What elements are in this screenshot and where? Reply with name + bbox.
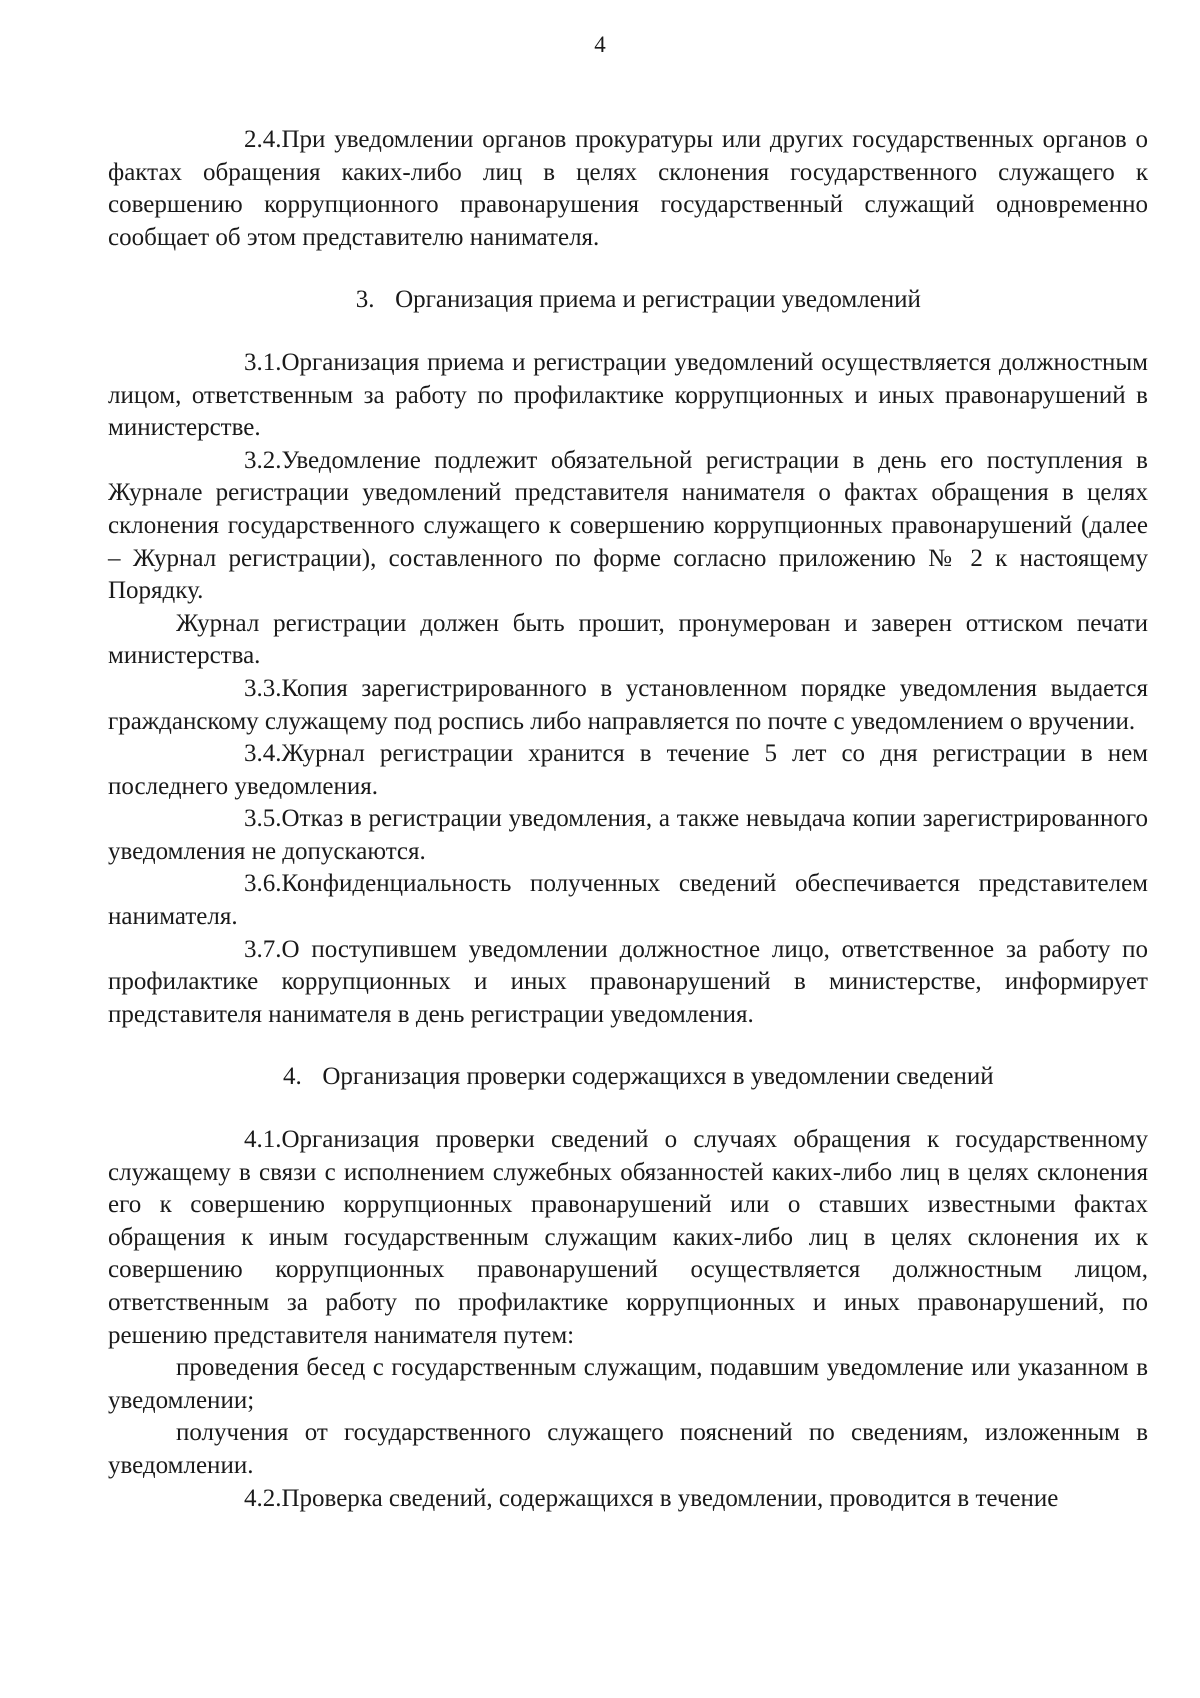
paragraph-4-1 [108, 1124, 1148, 1352]
section-heading-3 [108, 284, 1148, 317]
section-number: 4. [282, 1063, 302, 1091]
paragraph-3-2 [108, 445, 1148, 608]
paragraph-3-1 [108, 347, 1148, 445]
clause-text: Копия зарегистрированного в установленном порядке уведомления выдается гражданскому служащему под роспись либо направляется по почте с уведомлением о вручении. [108, 674, 1148, 735]
paragraph-3-7 [108, 934, 1148, 1032]
clause-number: 2.4. [244, 126, 282, 153]
paragraph-3-4 [108, 738, 1148, 803]
paragraph-4-1-explanations: получения от государственного служащего пояснений по сведениям, изложенным в уведомлении. [108, 1419, 1148, 1479]
clause-number: 4.1. [244, 1126, 282, 1154]
clause-number: 3.2. [244, 446, 282, 474]
paragraph-3-3 [108, 673, 1148, 738]
clause-number: 3.1. [244, 348, 282, 376]
document-body [108, 124, 1148, 1515]
paragraph-4-1-conversations: проведения бесед с государственным служащим, подавшим уведомление или указанном в уведомлении; [108, 1354, 1148, 1414]
section-number: 3. [355, 286, 375, 314]
clause-number: 3.4. [244, 740, 282, 768]
clause-text: Конфиденциальность полученных сведений обеспечивается представителем нанимателя. [108, 870, 1148, 931]
page-number: 4 [594, 32, 606, 57]
section-title: Организация проверки содержащихся в уведомлении сведений [322, 1063, 994, 1091]
paragraph-4-2 [108, 1483, 1148, 1516]
paragraph-2-4 [108, 124, 1148, 254]
clause-number: 4.2. [244, 1484, 282, 1512]
clause-number: 3.5. [244, 805, 282, 833]
section-title: Организация приема и регистрации уведомлений [395, 286, 921, 314]
clause-text: Журнал регистрации хранится в течение 5 лет со дня регистрации в нем последнего уведомления. [108, 740, 1148, 800]
clause-text: При уведомлении органов прокуратуры или других государственных органов о фактах обращения каких-либо лиц в целях склонения государственного служащего к совершению коррупционного правонарушения государственный служащий одновременно сообщает об этом представителю нанимателя. [108, 126, 1148, 251]
clause-text: Проверка сведений, содержащихся в уведомлении, проводится в течение [281, 1484, 1059, 1512]
paragraph-3-6 [108, 868, 1148, 933]
clause-text: Организация приема и регистрации уведомлений осуществляется должностным лицом, ответственным за работу по профилактике коррупционных и иных правонарушений в министерстве. [108, 348, 1148, 442]
paragraph-3-2-journal: Журнал регистрации должен быть прошит, пронумерован и заверен оттиском печати министерства. [108, 609, 1148, 670]
paragraph-3-5 [108, 803, 1148, 868]
section-heading-4 [108, 1061, 1148, 1094]
clause-number: 3.3. [244, 674, 282, 702]
clause-text: Уведомление подлежит обязательной регистрации в день его поступления в Журнале регистрации уведомлений представителя нанимателя о фактах обращения в целях склонения государственного служащего к совершению коррупционных правонарушений (далее – Журнал регистрации), составленного по форме согласно приложению № 2 к настоящему Порядку. [108, 446, 1148, 605]
clause-text: Организация проверки сведений о случаях обращения к государственному служащему в связи с исполнением служебных обязанностей каких-либо лиц в целях склонения его к совершению коррупционных правонарушений или о ставших известными фактах обращения к иным государственным служащим каких-либо лиц в целях склонения их к совершению коррупционных правонарушений осуществляется должностным лицом, ответственным за работу по профилактике коррупционных и иных правонарушений, по решению представителя нанимателя путем: [108, 1126, 1148, 1349]
clause-text: О поступившем уведомлении должностное лицо, ответственное за работу по профилактике коррупционных и иных правонарушений в министерстве, информирует представителя нанимателя в день регистрации уведомления. [108, 935, 1148, 1028]
clause-text: Отказ в регистрации уведомления, а также невыдача копии зарегистрированного уведомления не допускаются. [108, 805, 1148, 865]
clause-number: 3.7. [244, 935, 282, 963]
clause-number: 3.6. [244, 870, 282, 898]
